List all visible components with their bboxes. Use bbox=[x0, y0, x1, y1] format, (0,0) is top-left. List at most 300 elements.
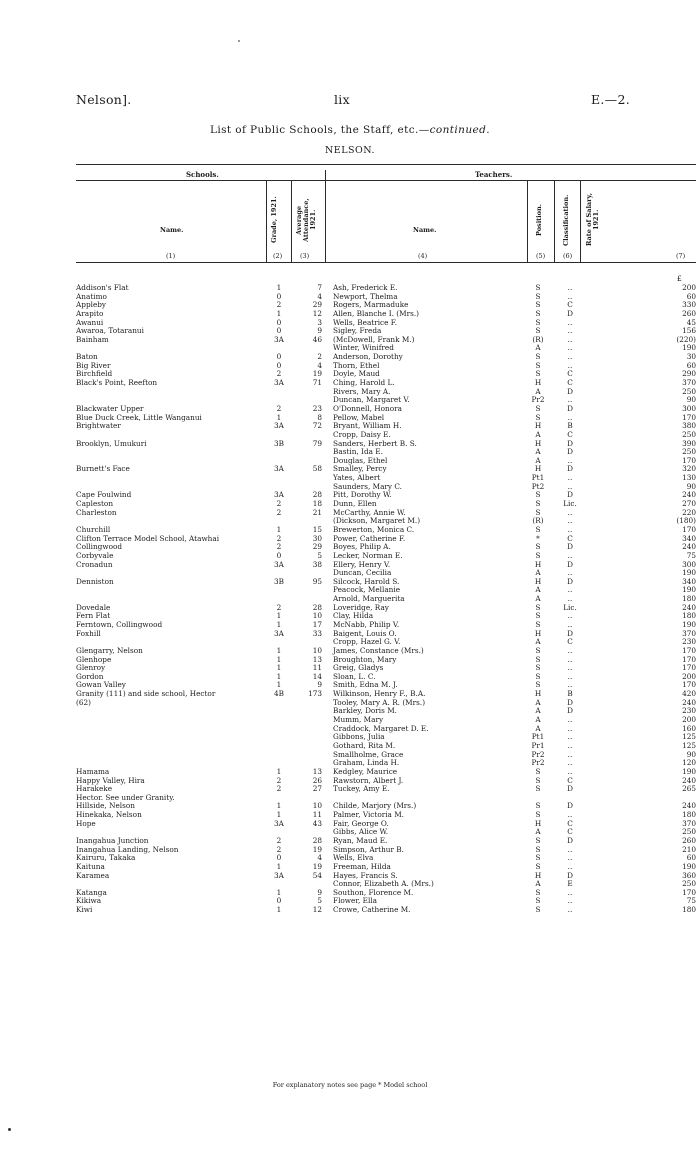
salary-cell: 170 bbox=[682, 887, 696, 897]
salary-cell: 190 bbox=[682, 619, 696, 629]
position-cell: S bbox=[535, 507, 541, 517]
salary-cell: 240 bbox=[682, 542, 696, 552]
position-cell: S bbox=[535, 619, 541, 629]
classification-cell: .. bbox=[567, 455, 573, 465]
attendance-cell: 21 bbox=[312, 507, 322, 517]
classification-cell: .. bbox=[567, 896, 573, 906]
header-bottom-rule bbox=[76, 262, 696, 263]
position-cell: S bbox=[535, 369, 541, 379]
position-cell: S bbox=[535, 550, 541, 560]
position-cell: S bbox=[535, 300, 541, 310]
salary-cell: 200 bbox=[682, 283, 696, 292]
table-row bbox=[76, 664, 696, 673]
salary-cell: 90 bbox=[686, 481, 696, 491]
salary-cell: 170 bbox=[682, 455, 696, 465]
classification-cell: C bbox=[567, 533, 573, 543]
salary-cell: 260 bbox=[682, 836, 696, 845]
grade-cell: 1 bbox=[276, 524, 282, 534]
position-cell: S bbox=[535, 291, 541, 301]
classification-cell: B bbox=[567, 421, 573, 431]
position-cell: H bbox=[534, 628, 542, 638]
salary-cell: 240 bbox=[682, 602, 696, 612]
school-name: Kairuru, Takaka bbox=[76, 853, 136, 863]
salary-cell: 90 bbox=[686, 749, 696, 759]
title-continued: continued. bbox=[429, 124, 490, 136]
position-cell: H bbox=[534, 870, 542, 880]
attendance-cell: 5 bbox=[317, 550, 322, 560]
col-divider-6 bbox=[580, 180, 581, 262]
teacher-name: Duncan, Margaret V. bbox=[333, 395, 410, 405]
teacher-name: Wells, Beatrice F. bbox=[333, 317, 398, 327]
teacher-name: Rawstorn, Albert J. bbox=[333, 775, 404, 785]
salary-cell: 170 bbox=[682, 645, 696, 655]
classification-cell: .. bbox=[567, 481, 573, 491]
teacher-name: Broughton, Mary bbox=[333, 654, 397, 664]
grade-cell: 1 bbox=[276, 766, 282, 776]
position-cell: H bbox=[534, 438, 542, 448]
classification-cell: D bbox=[567, 438, 573, 448]
salary-cell: 180 bbox=[682, 594, 696, 604]
teacher-name: Palmer, Victoria M. bbox=[333, 810, 404, 820]
classification-cell: .. bbox=[567, 585, 573, 595]
position-cell: A bbox=[535, 386, 541, 396]
teacher-name: Power, Catherine F. bbox=[333, 533, 406, 543]
school-name: Gowan Valley bbox=[76, 680, 126, 690]
classification-cell: .. bbox=[567, 516, 573, 526]
classification-cell: .. bbox=[567, 853, 573, 863]
teacher-name: Lecker, Norman E. bbox=[333, 550, 403, 560]
classification-cell: C bbox=[567, 637, 573, 647]
grade-cell: 3B bbox=[273, 438, 284, 448]
attendance-cell: 58 bbox=[312, 464, 322, 474]
teacher-name: Doyle, Maud bbox=[333, 369, 380, 379]
classification-cell: D bbox=[567, 576, 573, 586]
salary-cell: 390 bbox=[682, 438, 696, 448]
classification-cell: D bbox=[567, 706, 573, 716]
position-cell: S bbox=[535, 283, 541, 292]
classification-cell: .. bbox=[567, 715, 573, 725]
position-cell: Pr2 bbox=[531, 749, 545, 759]
salary-cell: 200 bbox=[682, 671, 696, 681]
grade-cell: 1 bbox=[276, 645, 282, 655]
page-header bbox=[76, 92, 630, 108]
position-cell: S bbox=[535, 490, 541, 500]
position-cell: A bbox=[535, 715, 541, 725]
salary-cell: 250 bbox=[682, 827, 696, 837]
grade-cell: 2 bbox=[276, 602, 282, 612]
salary-cell: 180 bbox=[682, 905, 696, 915]
classification-cell: Lic. bbox=[563, 602, 577, 612]
classification-cell: C bbox=[567, 827, 573, 837]
classification-cell: C bbox=[567, 429, 573, 439]
currency-symbol: £ bbox=[677, 274, 682, 283]
salary-cell: 290 bbox=[682, 369, 696, 379]
classification-cell: .. bbox=[567, 352, 573, 362]
classification-cell: .. bbox=[567, 766, 573, 776]
col-divider-2 bbox=[291, 180, 292, 262]
salary-cell: 250 bbox=[682, 879, 696, 889]
grade-cell: 3A bbox=[274, 818, 284, 828]
teacher-name: Barkley, Doris M. bbox=[333, 706, 397, 716]
teacher-name: Dunn, Ellen bbox=[333, 499, 377, 509]
grade-cell: 0 bbox=[276, 352, 282, 362]
table-row bbox=[76, 353, 696, 362]
table-row bbox=[76, 707, 696, 716]
school-name: Glenroy bbox=[76, 663, 106, 673]
classification-cell: .. bbox=[567, 317, 573, 327]
grade-cell: 2 bbox=[276, 836, 282, 845]
classification-cell: .. bbox=[567, 740, 573, 750]
position-cell: S bbox=[535, 671, 541, 681]
position-cell: A bbox=[535, 594, 541, 604]
classification-cell: E bbox=[567, 879, 573, 889]
grade-cell: 1 bbox=[276, 905, 282, 915]
col-number: (2) bbox=[273, 252, 283, 260]
col-divider-1 bbox=[266, 180, 267, 262]
attendance-cell: 27 bbox=[312, 784, 322, 794]
scan-speck bbox=[238, 40, 240, 42]
attendance-cell: 28 bbox=[312, 490, 322, 500]
school-name: Baton bbox=[76, 352, 98, 362]
position-cell: S bbox=[535, 602, 541, 612]
attendance-cell: 5 bbox=[317, 896, 322, 906]
attendance-cell: 46 bbox=[312, 334, 322, 344]
attendance-cell: 7 bbox=[317, 283, 322, 292]
section-divider-rule bbox=[76, 180, 696, 181]
school-name: Brightwater bbox=[76, 421, 121, 431]
col-number: (7) bbox=[676, 252, 686, 260]
school-name: Hector. See under Granity. bbox=[76, 792, 175, 802]
grade-cell: 3B bbox=[273, 576, 284, 586]
teacher-name: Cropp, Hazel G. V. bbox=[333, 637, 401, 647]
teacher-name: Freeman, Hilda bbox=[333, 861, 391, 871]
salary-cell: 260 bbox=[682, 308, 696, 318]
salary-cell: 60 bbox=[686, 360, 696, 370]
position-cell: S bbox=[535, 836, 541, 845]
teacher-name: Smith, Edna M. J. bbox=[333, 680, 398, 690]
teacher-name: Flower, Ella bbox=[333, 896, 378, 906]
classification-cell: D bbox=[567, 697, 573, 707]
salary-cell: 120 bbox=[682, 758, 696, 768]
teacher-name: Greig, Gladys bbox=[333, 663, 384, 673]
school-name: Collingwood bbox=[76, 542, 123, 552]
title-main: List of Public Schools, the Staff, etc.— bbox=[210, 124, 430, 136]
position-cell: H bbox=[534, 559, 542, 569]
position-cell: Pr1 bbox=[531, 740, 545, 750]
attendance-cell: 2 bbox=[317, 352, 322, 362]
school-name: Cape Foulwind bbox=[76, 490, 132, 500]
school-name: Gordon bbox=[76, 671, 104, 681]
teacher-name: Fair, George O. bbox=[333, 818, 389, 828]
position-cell: S bbox=[535, 645, 541, 655]
attendance-cell: 12 bbox=[312, 905, 322, 915]
position-cell: S bbox=[535, 412, 541, 422]
school-name: Charleston bbox=[76, 507, 117, 517]
attendance-cell: 17 bbox=[312, 619, 322, 629]
position-cell: A bbox=[535, 706, 541, 716]
attendance-cell: 15 bbox=[312, 524, 322, 534]
salary-cell: 370 bbox=[682, 818, 696, 828]
salary-cell: 180 bbox=[682, 810, 696, 820]
table-row bbox=[76, 362, 696, 371]
table-row bbox=[76, 889, 696, 898]
attendance-cell: 23 bbox=[312, 403, 322, 413]
school-name: Happy Valley, Hira bbox=[76, 775, 145, 785]
salary-cell: 60 bbox=[686, 853, 696, 863]
position-cell: S bbox=[535, 611, 541, 621]
classification-cell: .. bbox=[567, 395, 573, 405]
attendance-cell: 12 bbox=[312, 308, 322, 318]
teacher-name: Smallholme, Grace bbox=[333, 749, 404, 759]
salary-cell: 300 bbox=[682, 559, 696, 569]
salary-cell: 240 bbox=[682, 697, 696, 707]
teacher-name: Craddock, Margaret D. E. bbox=[333, 723, 429, 733]
classification-cell: .. bbox=[567, 810, 573, 820]
school-name: Katanga bbox=[76, 887, 107, 897]
position-cell: S bbox=[535, 326, 541, 336]
teacher-name: Wells, Elva bbox=[333, 853, 374, 863]
school-name: Appleby bbox=[76, 300, 107, 310]
position-cell: H bbox=[534, 421, 542, 431]
attendance-cell: 71 bbox=[312, 378, 322, 388]
classification-cell: D bbox=[567, 628, 573, 638]
classification-cell: .. bbox=[567, 283, 573, 292]
grade-cell: 1 bbox=[276, 810, 282, 820]
grade-cell: 1 bbox=[276, 801, 282, 811]
salary-cell: 170 bbox=[682, 663, 696, 673]
classification-cell: .. bbox=[567, 326, 573, 336]
header-left: Nelson]. bbox=[76, 92, 132, 107]
school-name: Awaroa, Totaranui bbox=[76, 326, 144, 336]
position-cell: S bbox=[535, 766, 541, 776]
footnote: For explanatory notes see page * Model school bbox=[272, 1081, 428, 1089]
salary-cell: 420 bbox=[682, 689, 696, 699]
school-name: Kaituna bbox=[76, 861, 105, 871]
position-cell: H bbox=[534, 689, 542, 699]
classification-cell: .. bbox=[567, 473, 573, 483]
position-cell: S bbox=[535, 403, 541, 413]
salary-cell: 45 bbox=[686, 317, 696, 327]
attendance-cell: 28 bbox=[312, 836, 322, 845]
teacher-name: Baigent, Louis O. bbox=[333, 628, 397, 638]
teacher-name: (Dickson, Margaret M.) bbox=[333, 516, 421, 526]
salary-cell: 370 bbox=[682, 378, 696, 388]
classification-cell: D bbox=[567, 559, 573, 569]
grade-cell: 1 bbox=[276, 663, 282, 673]
school-name: Inangahua Landing, Nelson bbox=[76, 844, 179, 854]
school-name: Blackwater Upper bbox=[76, 403, 144, 413]
salary-cell: 250 bbox=[682, 429, 696, 439]
salary-cell: 190 bbox=[682, 568, 696, 578]
position-cell: H bbox=[534, 818, 542, 828]
table-row bbox=[76, 725, 696, 734]
table-row bbox=[76, 491, 696, 500]
grade-cell: 1 bbox=[276, 680, 282, 690]
classification-cell: .. bbox=[567, 568, 573, 578]
salary-cell: 300 bbox=[682, 403, 696, 413]
attendance-cell: 33 bbox=[312, 628, 322, 638]
attendance-cell: 8 bbox=[317, 412, 322, 422]
salary-cell: 170 bbox=[682, 654, 696, 664]
grade-cell: 4B bbox=[273, 689, 284, 699]
classification-cell: D bbox=[567, 801, 573, 811]
attendance-cell: 9 bbox=[317, 680, 322, 690]
margin-mark bbox=[8, 1128, 11, 1131]
teacher-name: Saunders, Mary C. bbox=[333, 481, 403, 491]
grade-cell: 2 bbox=[276, 499, 282, 509]
grade-cell: 3A bbox=[274, 378, 284, 388]
school-name: Clifton Terrace Model School, Atawhai bbox=[76, 533, 220, 543]
table-row bbox=[76, 465, 696, 474]
classification-cell: .. bbox=[567, 360, 573, 370]
attendance-cell: 29 bbox=[312, 542, 322, 552]
attendance-cell: 54 bbox=[312, 870, 322, 880]
salary-cell: 200 bbox=[682, 715, 696, 725]
teacher-name: Allen, Blanche I. (Mrs.) bbox=[333, 308, 420, 318]
school-name: Ferntown, Collingwood bbox=[76, 619, 163, 629]
classification-cell: D bbox=[567, 447, 573, 457]
teacher-name: Ellery, Henry V. bbox=[333, 559, 391, 569]
classification-cell: D bbox=[567, 836, 573, 845]
teacher-name: James, Constance (Mrs.) bbox=[333, 645, 424, 655]
salary-cell: 190 bbox=[682, 343, 696, 353]
teacher-name: Connor, Elizabeth A. (Mrs.) bbox=[333, 879, 434, 889]
attendance-cell: 4 bbox=[317, 853, 322, 863]
position-cell: (R) bbox=[532, 516, 544, 526]
teacher-name: Pitt, Dorothy W. bbox=[333, 490, 392, 500]
table-row bbox=[76, 846, 696, 855]
grade-cell: 0 bbox=[276, 853, 282, 863]
position-cell: S bbox=[535, 810, 541, 820]
classification-cell: .. bbox=[567, 905, 573, 915]
salary-cell: 156 bbox=[682, 326, 696, 336]
teacher-name: Newport, Thelma bbox=[333, 291, 398, 301]
school-name: Addison's Flat bbox=[76, 283, 129, 292]
salary-cell: 360 bbox=[682, 870, 696, 880]
grade-cell: 2 bbox=[276, 507, 282, 517]
classification-cell: Lic. bbox=[563, 499, 577, 509]
grade-cell: 0 bbox=[276, 317, 282, 327]
grade-cell: 3A bbox=[274, 559, 284, 569]
attendance-cell: 9 bbox=[317, 887, 322, 897]
col-attendance: Average Attendance, 1921. bbox=[295, 198, 317, 242]
position-cell: S bbox=[535, 654, 541, 664]
school-name: Black's Point, Reefton bbox=[76, 378, 158, 388]
attendance-cell: 11 bbox=[312, 810, 322, 820]
school-name: (62) bbox=[76, 697, 91, 707]
salary-cell: (180) bbox=[676, 516, 696, 526]
position-cell: * bbox=[536, 533, 540, 543]
grade-cell: 3A bbox=[274, 628, 284, 638]
classification-cell: .. bbox=[567, 343, 573, 353]
school-name: Hope bbox=[76, 818, 96, 828]
teacher-name: Ryan, Maud E. bbox=[333, 836, 388, 845]
salary-cell: 75 bbox=[686, 896, 696, 906]
classification-cell: .. bbox=[567, 334, 573, 344]
teacher-name: Sanders, Herbert B. S. bbox=[333, 438, 417, 448]
grade-cell: 2 bbox=[276, 542, 282, 552]
salary-cell: 270 bbox=[682, 499, 696, 509]
teacher-name: Pellow, Mabel bbox=[333, 412, 385, 422]
teacher-name: Rogers, Marmaduke bbox=[333, 300, 409, 310]
position-cell: (R) bbox=[532, 334, 544, 344]
table-row bbox=[76, 656, 696, 665]
classification-cell: B bbox=[567, 689, 573, 699]
table-row bbox=[76, 604, 696, 613]
col-school-name: Name. bbox=[160, 226, 184, 234]
position-cell: A bbox=[535, 637, 541, 647]
teacher-name: Wilkinson, Henry F., B.A. bbox=[333, 689, 426, 699]
salary-cell: 330 bbox=[682, 300, 696, 310]
table-row bbox=[76, 906, 696, 915]
grade-cell: 3A bbox=[274, 421, 284, 431]
classification-cell: C bbox=[567, 300, 573, 310]
grade-cell: 3A bbox=[274, 334, 284, 344]
grade-cell: 2 bbox=[276, 784, 282, 794]
classification-cell: .. bbox=[567, 861, 573, 871]
position-cell: S bbox=[535, 844, 541, 854]
teacher-name: Gibbons, Julia bbox=[333, 732, 385, 742]
position-cell: S bbox=[535, 352, 541, 362]
teacher-name: Southon, Florence M. bbox=[333, 887, 414, 897]
classification-cell: .. bbox=[567, 723, 573, 733]
grade-cell: 2 bbox=[276, 300, 282, 310]
school-name: Dovedale bbox=[76, 602, 111, 612]
teacher-name: Bryant, William H. bbox=[333, 421, 402, 431]
salary-cell: 30 bbox=[686, 352, 696, 362]
school-name: Foxhill bbox=[76, 628, 101, 638]
classification-cell: .. bbox=[567, 524, 573, 534]
grade-cell: 1 bbox=[276, 611, 282, 621]
position-cell: A bbox=[535, 429, 541, 439]
position-cell: A bbox=[535, 455, 541, 465]
classification-cell: .. bbox=[567, 611, 573, 621]
classification-cell: .. bbox=[567, 654, 573, 664]
salary-cell: 125 bbox=[682, 732, 696, 742]
salary-cell: 125 bbox=[682, 740, 696, 750]
position-cell: S bbox=[535, 360, 541, 370]
position-cell: S bbox=[535, 680, 541, 690]
school-name: Arapito bbox=[76, 308, 104, 318]
school-name: Kiwi bbox=[76, 905, 93, 915]
grade-cell: 0 bbox=[276, 291, 282, 301]
teacher-name: Silcock, Harold S. bbox=[333, 576, 400, 586]
teacher-name: Smalley, Percy bbox=[333, 464, 387, 474]
teacher-name: Duncan, Cecilia bbox=[333, 568, 392, 578]
teacher-name: Thorn, Ethel bbox=[333, 360, 380, 370]
classification-cell: C bbox=[567, 369, 573, 379]
school-name: Harakeke bbox=[76, 784, 113, 794]
salary-cell: 230 bbox=[682, 706, 696, 716]
teacher-name: Ching, Harold L. bbox=[333, 378, 395, 388]
position-cell: H bbox=[534, 378, 542, 388]
col-divider-3 bbox=[325, 170, 326, 262]
school-name: Karamea bbox=[76, 870, 110, 880]
grade-cell: 1 bbox=[276, 887, 282, 897]
grade-cell: 1 bbox=[276, 283, 282, 292]
school-staff-table bbox=[76, 284, 696, 915]
position-cell: S bbox=[535, 663, 541, 673]
teacher-name: Hayes, Francis S. bbox=[333, 870, 398, 880]
attendance-cell: 10 bbox=[312, 801, 322, 811]
classification-cell: .. bbox=[567, 550, 573, 560]
salary-cell: 230 bbox=[682, 637, 696, 647]
grade-cell: 0 bbox=[276, 896, 282, 906]
attendance-cell: 13 bbox=[312, 654, 322, 664]
classification-cell: .. bbox=[567, 645, 573, 655]
teacher-name: Mumm, Mary bbox=[333, 715, 384, 725]
grade-cell: 1 bbox=[276, 654, 282, 664]
